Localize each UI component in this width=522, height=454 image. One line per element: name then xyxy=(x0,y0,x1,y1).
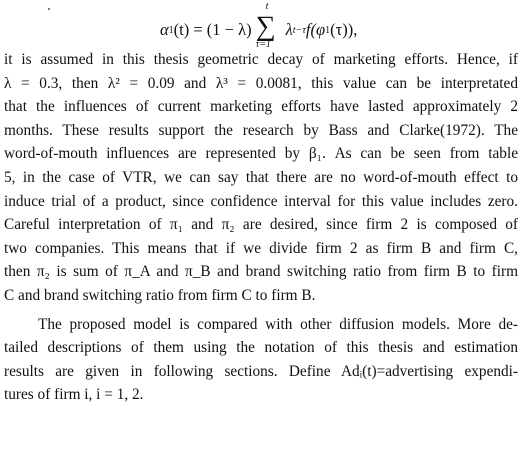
text-line: The proposed model is compared with other diffusion models. More de- xyxy=(38,315,518,333)
text-line: then π₂ is sum of π_A and π_B and brand switching ratio from firm B to firm xyxy=(4,263,518,281)
eq-alpha-sub: 1 xyxy=(168,24,174,36)
text-line: months. These results support the research by Bass and Clarke(1972). The xyxy=(4,121,518,139)
summation xyxy=(254,1,284,52)
text-line: it is assumed in this thesis geometric decay of marketing efforts. Hence, if xyxy=(4,51,518,68)
eq-f: f(φ xyxy=(305,20,326,39)
body-text xyxy=(4,48,518,407)
eq-lambda-exp: t−τ xyxy=(292,24,306,36)
text-line: C and brand switching ratio from firm C to firm B. xyxy=(4,286,316,304)
text-line: Careful interpretation of π₁ and π₂ are desired, since firm 2 is composed of xyxy=(4,216,518,234)
eq-lambda: λ xyxy=(285,20,293,39)
eq-lhs-arg: (t) = (1 − λ) xyxy=(173,20,252,39)
text-line: tures of firm i, i = 1, 2. xyxy=(4,386,144,404)
text-line: results are given in following sections. Define Adᵢ(t)=advertising expendi- xyxy=(4,362,518,380)
text-line: λ = 0.3, then λ² = 0.09 and λ³ = 0.0081, this value can be interpretated xyxy=(4,74,518,92)
equation xyxy=(0,2,522,48)
eq-alpha: α xyxy=(160,20,169,39)
sum-upper-limit: t xyxy=(265,1,269,12)
equation-row xyxy=(160,1,358,52)
eq-phi-sub: 1 xyxy=(325,24,331,36)
text-line: induce trial of a product, since confidence interval for this value includes zero. xyxy=(4,192,518,210)
eq-end: (τ)), xyxy=(330,20,358,39)
text-line: two companies. This means that if we divide firm 2 as firm B and firm C, xyxy=(4,239,518,257)
text-line: tailed descriptions of them using the notation of this thesis and estimation xyxy=(4,339,518,357)
text-line: 5, in the case of VTR, we can say that there are no word-of-mouth effect to xyxy=(4,168,518,186)
text-line: that the influences of current marketing efforts have lasted approximately 2 xyxy=(4,98,518,116)
text-line: word-of-mouth influences are represented by β₁. As can be seen from table xyxy=(4,145,518,163)
sum-lower-limit: τ=1 xyxy=(255,39,271,50)
sigma-symbol: ∑ xyxy=(255,11,276,42)
